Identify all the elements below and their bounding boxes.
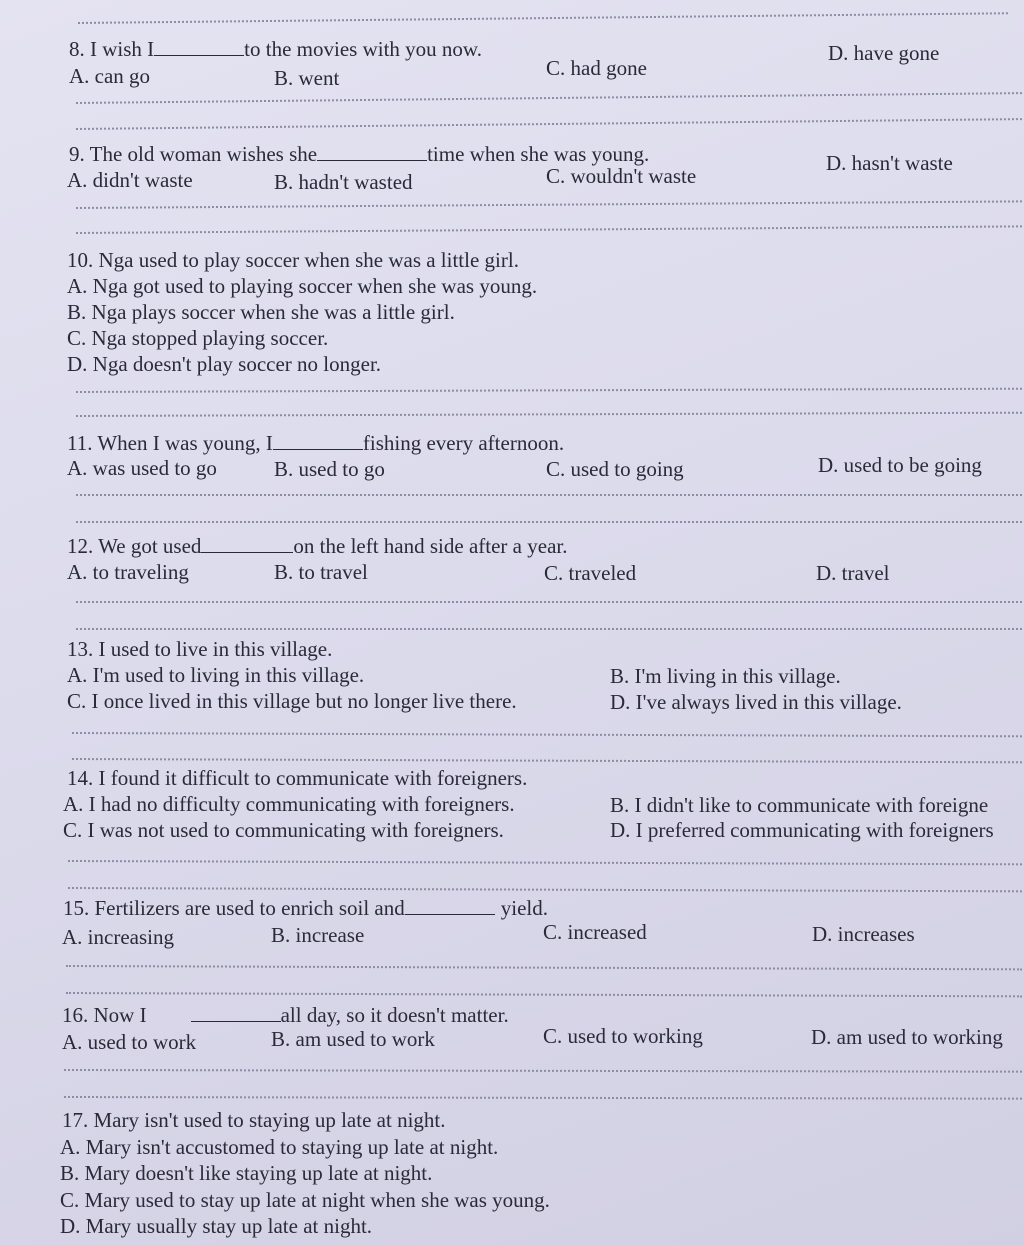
question-13-option-d: D. I've always lived in this village.: [610, 690, 902, 714]
question-13-stem: 13. I used to live in this village.: [67, 637, 333, 661]
answer-line: [76, 225, 1022, 234]
answer-line: [66, 992, 1022, 997]
question-15-option-a: A. increasing: [62, 925, 174, 949]
question-10-option-c: C. Nga stopped playing soccer.: [67, 326, 329, 350]
question-14-option-c: C. I was not used to communicating with foreigners.: [63, 818, 504, 842]
question-16-option-c: C. used to working: [543, 1024, 703, 1048]
question-8-stem: 8. I wish I to the movies with you now.: [69, 37, 482, 61]
question-16-stem: 16. Now I all day, so it doesn't matter.: [62, 1003, 509, 1027]
question-16-option-b: B. am used to work: [271, 1027, 435, 1051]
question-11-option-b: B. used to go: [274, 457, 385, 481]
question-10-option-a: A. Nga got used to playing soccer when she was young.: [67, 274, 538, 298]
answer-line: [72, 758, 1022, 763]
answer-line: [68, 887, 1022, 892]
question-15-stem: 15. Fertilizers are used to enrich soil and yield.: [63, 896, 548, 920]
question-17-option-a: A. Mary isn't accustomed to staying up late at night.: [60, 1135, 499, 1159]
answer-line: [68, 860, 1022, 865]
answer-line: [72, 732, 1022, 737]
question-9-option-c: C. wouldn't waste: [546, 164, 697, 188]
question-9-option-a: A. didn't waste: [67, 168, 193, 192]
question-16-option-a: A. used to work: [62, 1030, 197, 1054]
question-9-option-b: B. hadn't wasted: [274, 170, 413, 194]
question-15-option-c: C. increased: [543, 920, 647, 944]
question-8-option-d: D. have gone: [828, 41, 940, 65]
question-14-stem: 14. I found it difficult to communicate with foreigners.: [67, 766, 528, 790]
answer-line: [64, 1069, 1022, 1073]
answer-line: [76, 601, 1022, 603]
answer-line: [76, 412, 1022, 417]
question-10-stem: 10. Nga used to play soccer when she was a little girl.: [67, 248, 519, 272]
question-15-option-d: D. increases: [812, 922, 915, 946]
question-8-option-a: A. can go: [69, 64, 151, 88]
answer-line: [76, 521, 1022, 523]
question-14-option-d: D. I preferred communicating with foreigners: [610, 818, 994, 842]
question-16-option-d: D. am used to working: [811, 1025, 1003, 1049]
question-11-option-d: D. used to be going: [818, 453, 982, 477]
answer-line: [76, 494, 1022, 496]
answer-line: [76, 388, 1022, 393]
question-10-option-d: D. Nga doesn't play soccer no longer.: [67, 352, 382, 376]
question-15-option-b: B. increase: [271, 923, 365, 947]
question-11-stem: 11. When I was young, I fishing every afternoon.: [67, 431, 565, 455]
question-8-option-c: C. had gone: [546, 56, 647, 80]
answer-line: [78, 12, 1008, 24]
question-17-option-c: C. Mary used to stay up late at night when she was young.: [60, 1188, 550, 1212]
question-13-option-b: B. I'm living in this village.: [610, 664, 841, 688]
question-9-option-d: D. hasn't waste: [826, 151, 953, 175]
question-9-stem: 9. The old woman wishes she time when she was young.: [69, 142, 650, 166]
question-13-option-c: C. I once lived in this village but no longer live there.: [67, 689, 517, 713]
question-12-option-d: D. travel: [816, 561, 890, 585]
question-12-option-c: C. traveled: [544, 561, 637, 585]
question-10-option-b: B. Nga plays soccer when she was a little girl.: [67, 300, 455, 324]
question-11-option-a: A. was used to go: [67, 456, 217, 480]
question-12-option-b: B. to travel: [274, 560, 368, 584]
question-12-option-a: A. to traveling: [67, 560, 189, 584]
question-17-option-b: B. Mary doesn't like staying up late at night.: [60, 1161, 433, 1185]
answer-line: [64, 1096, 1022, 1100]
question-14-option-a: A. I had no difficulty communicating with foreigners.: [63, 792, 515, 816]
answer-line: [76, 628, 1022, 630]
question-8-option-b: B. went: [274, 66, 340, 90]
question-17-stem: 17. Mary isn't used to staying up late at night.: [62, 1108, 446, 1132]
answer-line: [76, 92, 1022, 104]
question-11-option-c: C. used to going: [546, 457, 684, 481]
answer-line: [66, 965, 1022, 970]
question-14-option-b: B. I didn't like to communicate with foreigne: [610, 793, 989, 817]
answer-line: [76, 200, 1022, 209]
question-13-option-a: A. I'm used to living in this village.: [67, 663, 365, 687]
question-12-stem: 12. We got used on the left hand side after a year.: [67, 534, 568, 558]
question-17-option-d: D. Mary usually stay up late at night.: [60, 1214, 373, 1238]
answer-line: [76, 118, 1022, 130]
